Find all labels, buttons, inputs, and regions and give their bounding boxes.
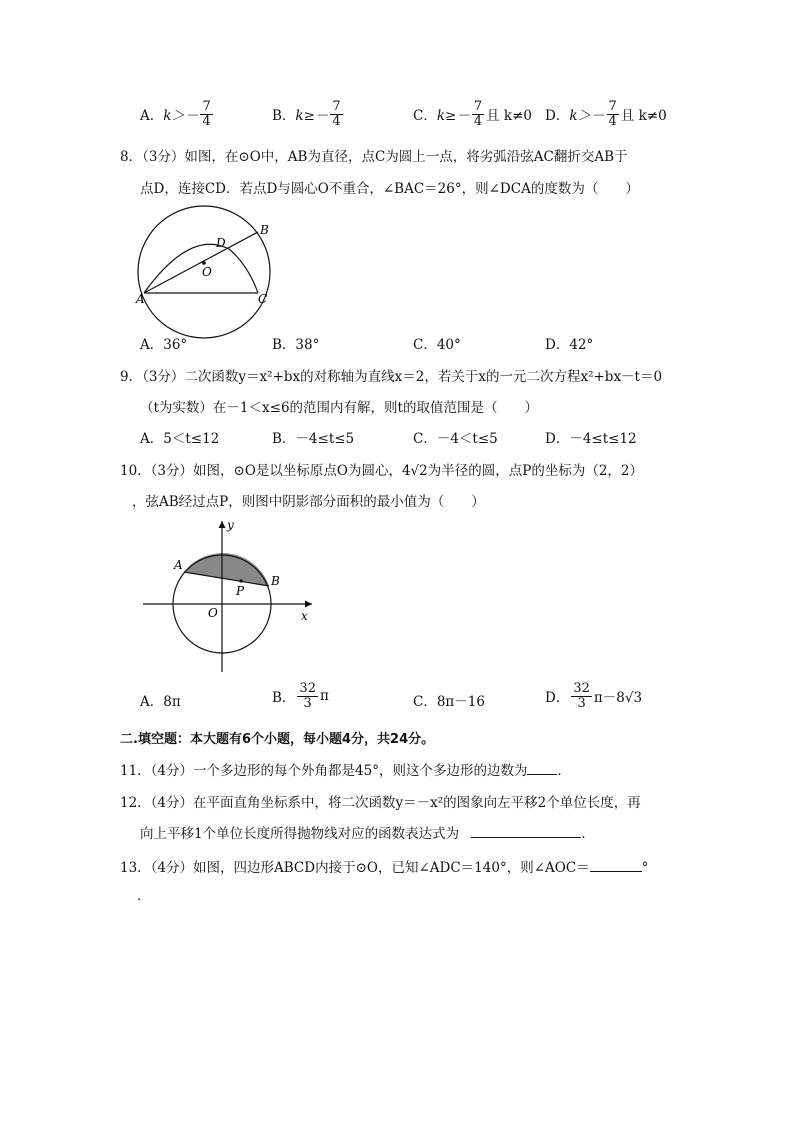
fraction (200, 100, 212, 128)
option-letter: C． (413, 108, 437, 125)
q8-option-a: A．36° (140, 337, 188, 353)
label-a: A (136, 292, 145, 306)
q8-option-c: C．40° (413, 337, 461, 353)
q10-option-a: A．8π (140, 694, 181, 710)
denominator: 4 (473, 113, 483, 129)
answer-blank[interactable] (590, 871, 642, 872)
q9-line2: （t为实数）在－1＜x≤6的范围内有解，则t的取值范围是（ ） (140, 400, 538, 416)
label-b: B (271, 574, 280, 588)
q13-trailing-dot: ． (137, 888, 151, 904)
fraction (472, 100, 484, 128)
q8-option-b: B．38° (272, 337, 320, 353)
option-suffix: π－8√3 (593, 690, 643, 707)
denominator: 3 (303, 695, 312, 711)
q7-option-d (545, 100, 667, 128)
denominator: 4 (332, 113, 341, 129)
q8-figure (130, 205, 280, 340)
option-letter: D． (545, 690, 570, 707)
q9-option-b: B．－4≤t≤5 (272, 431, 355, 447)
q11-text: 11．（4分）一个多边形的每个外角都是45°，则这个多边形的边数为 (120, 763, 528, 779)
denominator: 3 (577, 695, 586, 711)
fraction (330, 100, 342, 128)
q10-line1-post: 为半径的圆，点P的坐标为（2，2） (427, 463, 644, 479)
diameter-ab (144, 232, 258, 293)
numerator: 7 (473, 99, 483, 114)
q12-end: ． (581, 826, 595, 842)
q10-line2: ，弦AB经过点P，则图中阴影部分面积的最小值为（ ） (132, 494, 485, 510)
option-expr: k＞－ (163, 108, 199, 125)
option-letter: A． (140, 108, 164, 125)
fraction (571, 682, 592, 710)
q12-line1: 12．（4分）在平面直角坐标系中，将二次函数y＝－x²的图象向左平移2个单位长度，再 (120, 795, 641, 811)
numerator: 7 (202, 99, 211, 114)
numerator: 7 (332, 99, 341, 114)
q10-radius: 4√2 (401, 463, 428, 479)
folded-arc (144, 244, 258, 293)
option-suffix: π (319, 688, 329, 705)
label-y: y (227, 518, 234, 532)
option-expr: k＞－ (569, 108, 605, 125)
option-expr: k≥－ (295, 108, 329, 125)
q12-text: 向上平移1个单位长度所得抛物线对应的函数表达式为 (140, 826, 460, 842)
q9-option-d: D．－4≤t≤12 (545, 431, 637, 447)
section-heading: 二.填空题：本大题有6个小题，每小题4分，共24分。 (120, 732, 435, 747)
denominator: 4 (202, 113, 211, 129)
label-x: x (301, 609, 308, 623)
label-p: P (236, 584, 245, 598)
label-o: O (208, 606, 218, 620)
q7-option-c (413, 100, 532, 128)
q12-line2 (140, 822, 595, 842)
q10-line1-pre: 10．（3分）如图，⊙O是以坐标原点O为圆心， (120, 463, 402, 479)
q9-option-a: A．5＜t≤12 (140, 431, 220, 447)
label-c: C (258, 292, 268, 306)
q13-end: ° (641, 860, 649, 876)
label-d: D (216, 236, 226, 250)
q11-end: ． (557, 763, 571, 779)
option-letter: B． (272, 690, 296, 707)
q8-line2: 点D，连接CD．若点D与圆心O不重合，∠BAC＝26°，则∠DCA的度数为（ ） (140, 181, 639, 197)
q8-line1: 8．（3分）如图，在⊙O中，AB为直径，点C为圆上一点，将劣弧沿弦AC翻折交AB于 (120, 149, 628, 165)
q7-option-b (272, 100, 345, 128)
q13-text: 13．（4分）如图，四边形ABCD内接于⊙O，已知∠ADC＝140°，则∠AOC＝ (120, 860, 590, 876)
fraction (297, 682, 318, 710)
q9-line1: 9．（3分）二次函数y＝x²+bx的对称轴为直线x＝2，若关于x的一元二次方程x²+bx－t＝0 (120, 369, 663, 385)
option-suffix: 且 k≠0 (620, 108, 667, 125)
option-suffix: 且 k≠0 (486, 108, 532, 125)
q10-line1 (120, 459, 643, 479)
q10-figure (140, 515, 325, 675)
fraction (607, 100, 619, 128)
option-letter: B． (272, 108, 296, 125)
q13 (120, 856, 648, 876)
q11 (120, 759, 571, 779)
q8-option-d: D．42° (545, 337, 594, 353)
answer-blank[interactable] (471, 837, 581, 838)
q10-option-b (272, 682, 329, 710)
option-letter: D． (545, 108, 570, 125)
numerator: 32 (299, 681, 316, 696)
label-a: A (174, 558, 183, 572)
answer-blank[interactable] (527, 774, 557, 775)
q10-option-d (545, 682, 642, 710)
point-p (239, 579, 242, 582)
denominator: 4 (608, 113, 617, 129)
numerator: 7 (608, 99, 617, 114)
option-expr: k≥－ (436, 108, 470, 125)
q9-option-c: C．－4＜t≤5 (413, 431, 498, 447)
numerator: 32 (573, 681, 590, 696)
q10-option-c: C．8π－16 (413, 694, 485, 710)
label-b: B (260, 223, 269, 237)
label-o: O (202, 265, 212, 279)
q7-option-a (140, 100, 215, 128)
